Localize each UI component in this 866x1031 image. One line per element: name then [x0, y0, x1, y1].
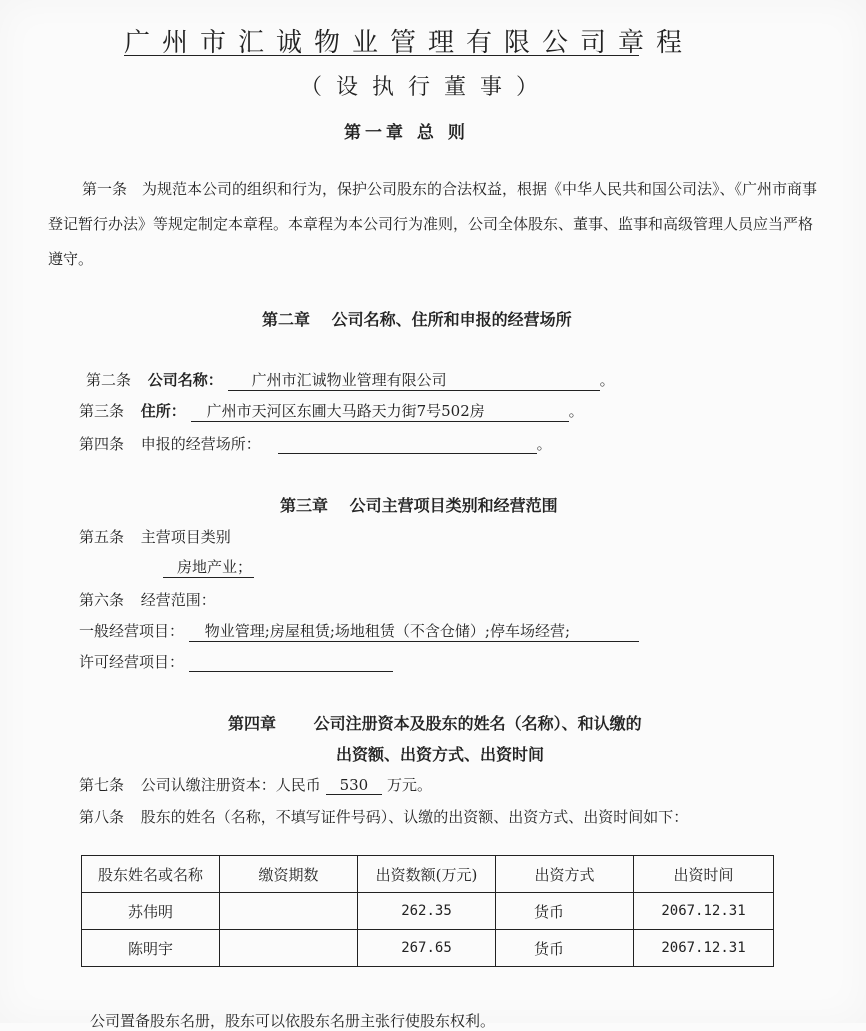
- article-6-label: 第六条: [79, 591, 125, 609]
- article-3-key: 住所：: [140, 402, 186, 420]
- article-2-key: 公司名称：: [147, 371, 223, 389]
- article-5: [79, 526, 231, 547]
- table-header-row: [82, 856, 774, 893]
- chapter-1-heading: 第一章 总 则: [344, 123, 469, 143]
- header-payment-period: 缴资期数: [220, 856, 358, 893]
- article-6: [79, 589, 216, 610]
- cell-name: 陈明宇: [82, 930, 220, 967]
- header-method: 出资方式: [496, 856, 634, 893]
- address-field: 广州市天河区东圃大马路天力街7号502房: [191, 400, 569, 422]
- article-2-label: 第二条: [86, 371, 132, 389]
- cell-amount: 262.35: [358, 893, 496, 930]
- article-3-label: 第三条: [79, 402, 125, 420]
- article-7-unit: 万元。: [387, 776, 433, 794]
- company-name-field: 广州市汇诚物业管理有限公司: [228, 369, 600, 391]
- cell-time: 2067.12.31: [634, 930, 774, 967]
- article-6-key: 经营范围：: [140, 591, 216, 609]
- cell-method: 货币: [496, 930, 634, 967]
- article-4-key: 申报的经营场所：: [140, 435, 261, 453]
- cell-method: 货币: [496, 893, 634, 930]
- article-2-period: 。: [599, 371, 615, 389]
- permit-business-field: [189, 653, 393, 672]
- article-5-label: 第五条: [79, 528, 125, 546]
- document-subtitle: （设执行董事）: [300, 75, 553, 100]
- cell-period: [220, 893, 358, 930]
- article-3: [79, 400, 584, 422]
- article-3-period: 。: [568, 402, 584, 420]
- shareholder-table: [81, 855, 774, 967]
- article-4-label: 第四条: [79, 435, 125, 453]
- article-8-label: 第八条: [79, 808, 125, 826]
- general-business: [79, 620, 639, 642]
- article-7-text: 公司认缴注册资本：人民币: [140, 776, 321, 794]
- cell-period: [220, 930, 358, 967]
- article-5-key: 主营项目类别: [140, 528, 231, 546]
- chapter-2-heading: 第二章 公司名称、住所和申报的经营场所: [262, 310, 572, 329]
- general-business-key: 一般经营项目：: [79, 622, 185, 640]
- header-shareholder-name: 股东姓名或名称: [82, 856, 220, 893]
- table-row: [82, 930, 774, 967]
- article-2: [86, 369, 615, 391]
- article-8-text: 股东的姓名（名称，不填写证件号码）、认缴的出资额、出资方式、出资时间如下：: [140, 808, 689, 826]
- table-row: [82, 893, 774, 930]
- article-8: [79, 806, 688, 827]
- chapter-4-heading-line2: 出资额、出资方式、出资时间: [336, 745, 545, 764]
- header-amount: 出资数额(万元): [358, 856, 496, 893]
- header-time: 出资时间: [634, 856, 774, 893]
- permit-business: [79, 651, 393, 672]
- article-4-period: 。: [536, 435, 552, 453]
- main-category: [163, 556, 254, 578]
- article-4: [79, 433, 552, 454]
- cell-time: 2067.12.31: [634, 893, 774, 930]
- cell-name: 苏伟明: [82, 893, 220, 930]
- article-7-label: 第七条: [79, 776, 125, 794]
- registered-capital-field: 530: [326, 776, 383, 795]
- chapter-4-heading-line1: 第四章 公司注册资本及股东的姓名（名称）、和认缴的: [228, 714, 642, 733]
- cell-amount: 267.65: [358, 930, 496, 967]
- main-category-field: 房地产业；: [163, 556, 254, 578]
- permit-business-key: 许可经营项目：: [79, 653, 185, 671]
- business-premises-field: [278, 435, 537, 454]
- shareholder-register-note: 公司置备股东名册，股东可以依股东名册主张行使股东权利。: [90, 1012, 496, 1030]
- article-7: [79, 774, 432, 795]
- document-title: 广州市汇诚物业管理有限公司章程: [124, 28, 695, 58]
- title-underline: [124, 55, 639, 56]
- general-business-field: 物业管理;房屋租赁;场地租赁（不含仓储）;停车场经营;: [189, 620, 639, 642]
- chapter-3-heading: 第三章 公司主营项目类别和经营范围: [280, 496, 558, 515]
- article-1: 第一条 为规范本公司的组织和行为，保护公司股东的合法权益，根据《中华人民共和国公司法》、《广州市商事登记暂行办法》等规定制定本章程。本章程为本公司行为准则，公司全体股东、董事、监事和高级管理人员应当严格遵守。: [48, 180, 818, 268]
